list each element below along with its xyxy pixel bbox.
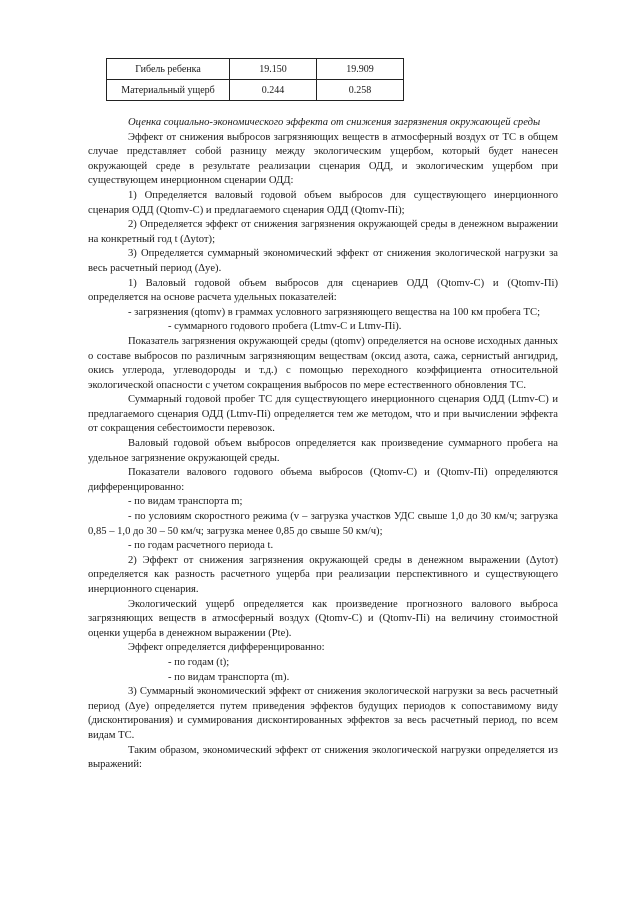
paragraph: Эффект от снижения выбросов загрязняющих веществ в атмосферный воздух от ТС в общем случае представляет собой разницу между экологическим ущербом, который будет нанесен окружающей среде в результате реализации сценария ОДД, и экологическим ущербом при существующем инерционном сценарии ОДД: (88, 131, 558, 187)
paragraph: 2) Эффект от снижения загрязнения окружающей среды в денежном выражении (Δytот) определяется как разность расчетного ущерба при реализации перспективного и существующего инерционного сценария. (88, 554, 558, 595)
paragraph: 2) Определяется эффект от снижения загрязнения окружающей среды в денежном выражении на конкретный год t (Δytот); (88, 219, 558, 245)
document-body (88, 116, 558, 773)
table-cell: 19.909 (317, 59, 404, 80)
paragraph: - по годам расчетного периода t. (128, 540, 274, 552)
paragraph: Показатель загрязнения окружающей среды (qtоmv) определяется на основе исходных данных о составе выбросов по различным загрязняющим веществам (оксид азота, сажа, сернистый ангидрид, окись углерода, углеводороды и т.д.) с помощью переходного коэффициента относительной экологической опасности с учетом сокращения выбросов по мере естественного обновления ТС. (88, 335, 558, 391)
paragraph: 3) Определяется суммарный экономический эффект от снижения экологической нагрузки за весь расчетный период (Δyе). (88, 248, 558, 274)
paragraph: Экологический ущерб определяется как произведение прогнозного валового выброса загрязняющих веществ в атмосферный воздух (Qtоmv-С) и (Qtоmv-Пi) на величину стоимостной оценки ущерба в денежном выражении (Ptе). (88, 598, 558, 639)
table-cell: Материальный ущерб (107, 80, 230, 101)
paragraph: 1) Валовый годовой объем выбросов для сценариев ОДД (Qtоmv-С) и (Qtоmv-Пi) определяется на основе расчета удельных показателей: (88, 277, 558, 304)
table-cell: 0.258 (317, 80, 404, 101)
paragraph: Валовый годовой объем выбросов определяется как произведение суммарного пробега на удельное загрязнение окружающей среды. (88, 438, 558, 464)
paragraph: Суммарный годовой пробег ТС для существующего инерционного сценария ОДД (Ltmv-С) и предлагаемого сценария ОДД (Ltmv-Пi) определяется тем же методом, что и при вычислении эффекта от сокращения себестоимости перевозок. (88, 394, 558, 435)
paragraph: - по условиям скоростного режима (v – загрузка участков УДС свыше 1,0 до 30 км/ч; загрузка 0,85 – 1,0 до 30 – 50 км/ч; загрузка менее 0,85 до свыше 50 км/ч); (88, 511, 558, 537)
paragraph: Показатели валового годового объема выбросов (Qtоmv-С) и (Qtоmv-Пi) определяются дифференцированно: (88, 467, 558, 493)
paragraph: Эффект определяется дифференцированно: (128, 642, 325, 654)
table-cell: Гибель ребенка (107, 59, 230, 80)
paragraph: 3) Суммарный экономический эффект от снижения экологической нагрузки за весь расчетный период (Δyе) определяется путем приведения эффектов будущих периодов к сопоставимому виду (дисконтирования) и суммирования дисконтированных эффектов за весь расчетный период, по всем видам ТС. (88, 686, 558, 741)
damage-table (106, 58, 404, 101)
table-row (107, 59, 404, 80)
paragraph: - по видам транспорта (m). (168, 671, 290, 683)
table-cell: 19.150 (230, 59, 317, 80)
paragraph: 1) Определяется валовый годовой объем выбросов для существующего инерционного сценария ОДД (Qtоmv-С) и предлагаемого сценария ОДД (Qtоmv-Пi); (88, 189, 558, 216)
paragraph: - суммарного годового пробега (Ltmv-С и Ltmv-Пi). (168, 321, 402, 333)
paragraph: - по годам (t); (168, 656, 230, 668)
paragraph: - по видам транспорта m; (128, 496, 243, 508)
section-heading: Оценка социально-экономического эффекта от снижения загрязнения окружающей среды (128, 117, 541, 128)
table-row (107, 80, 404, 101)
table-cell: 0.244 (230, 80, 317, 101)
paragraph: - загрязнения (qtоmv) в граммах условного загрязняющего вещества на 100 км пробега ТС; (128, 306, 541, 318)
paragraph: Таким образом, экономический эффект от снижения экологической нагрузки определяется из выражений: (88, 744, 558, 771)
